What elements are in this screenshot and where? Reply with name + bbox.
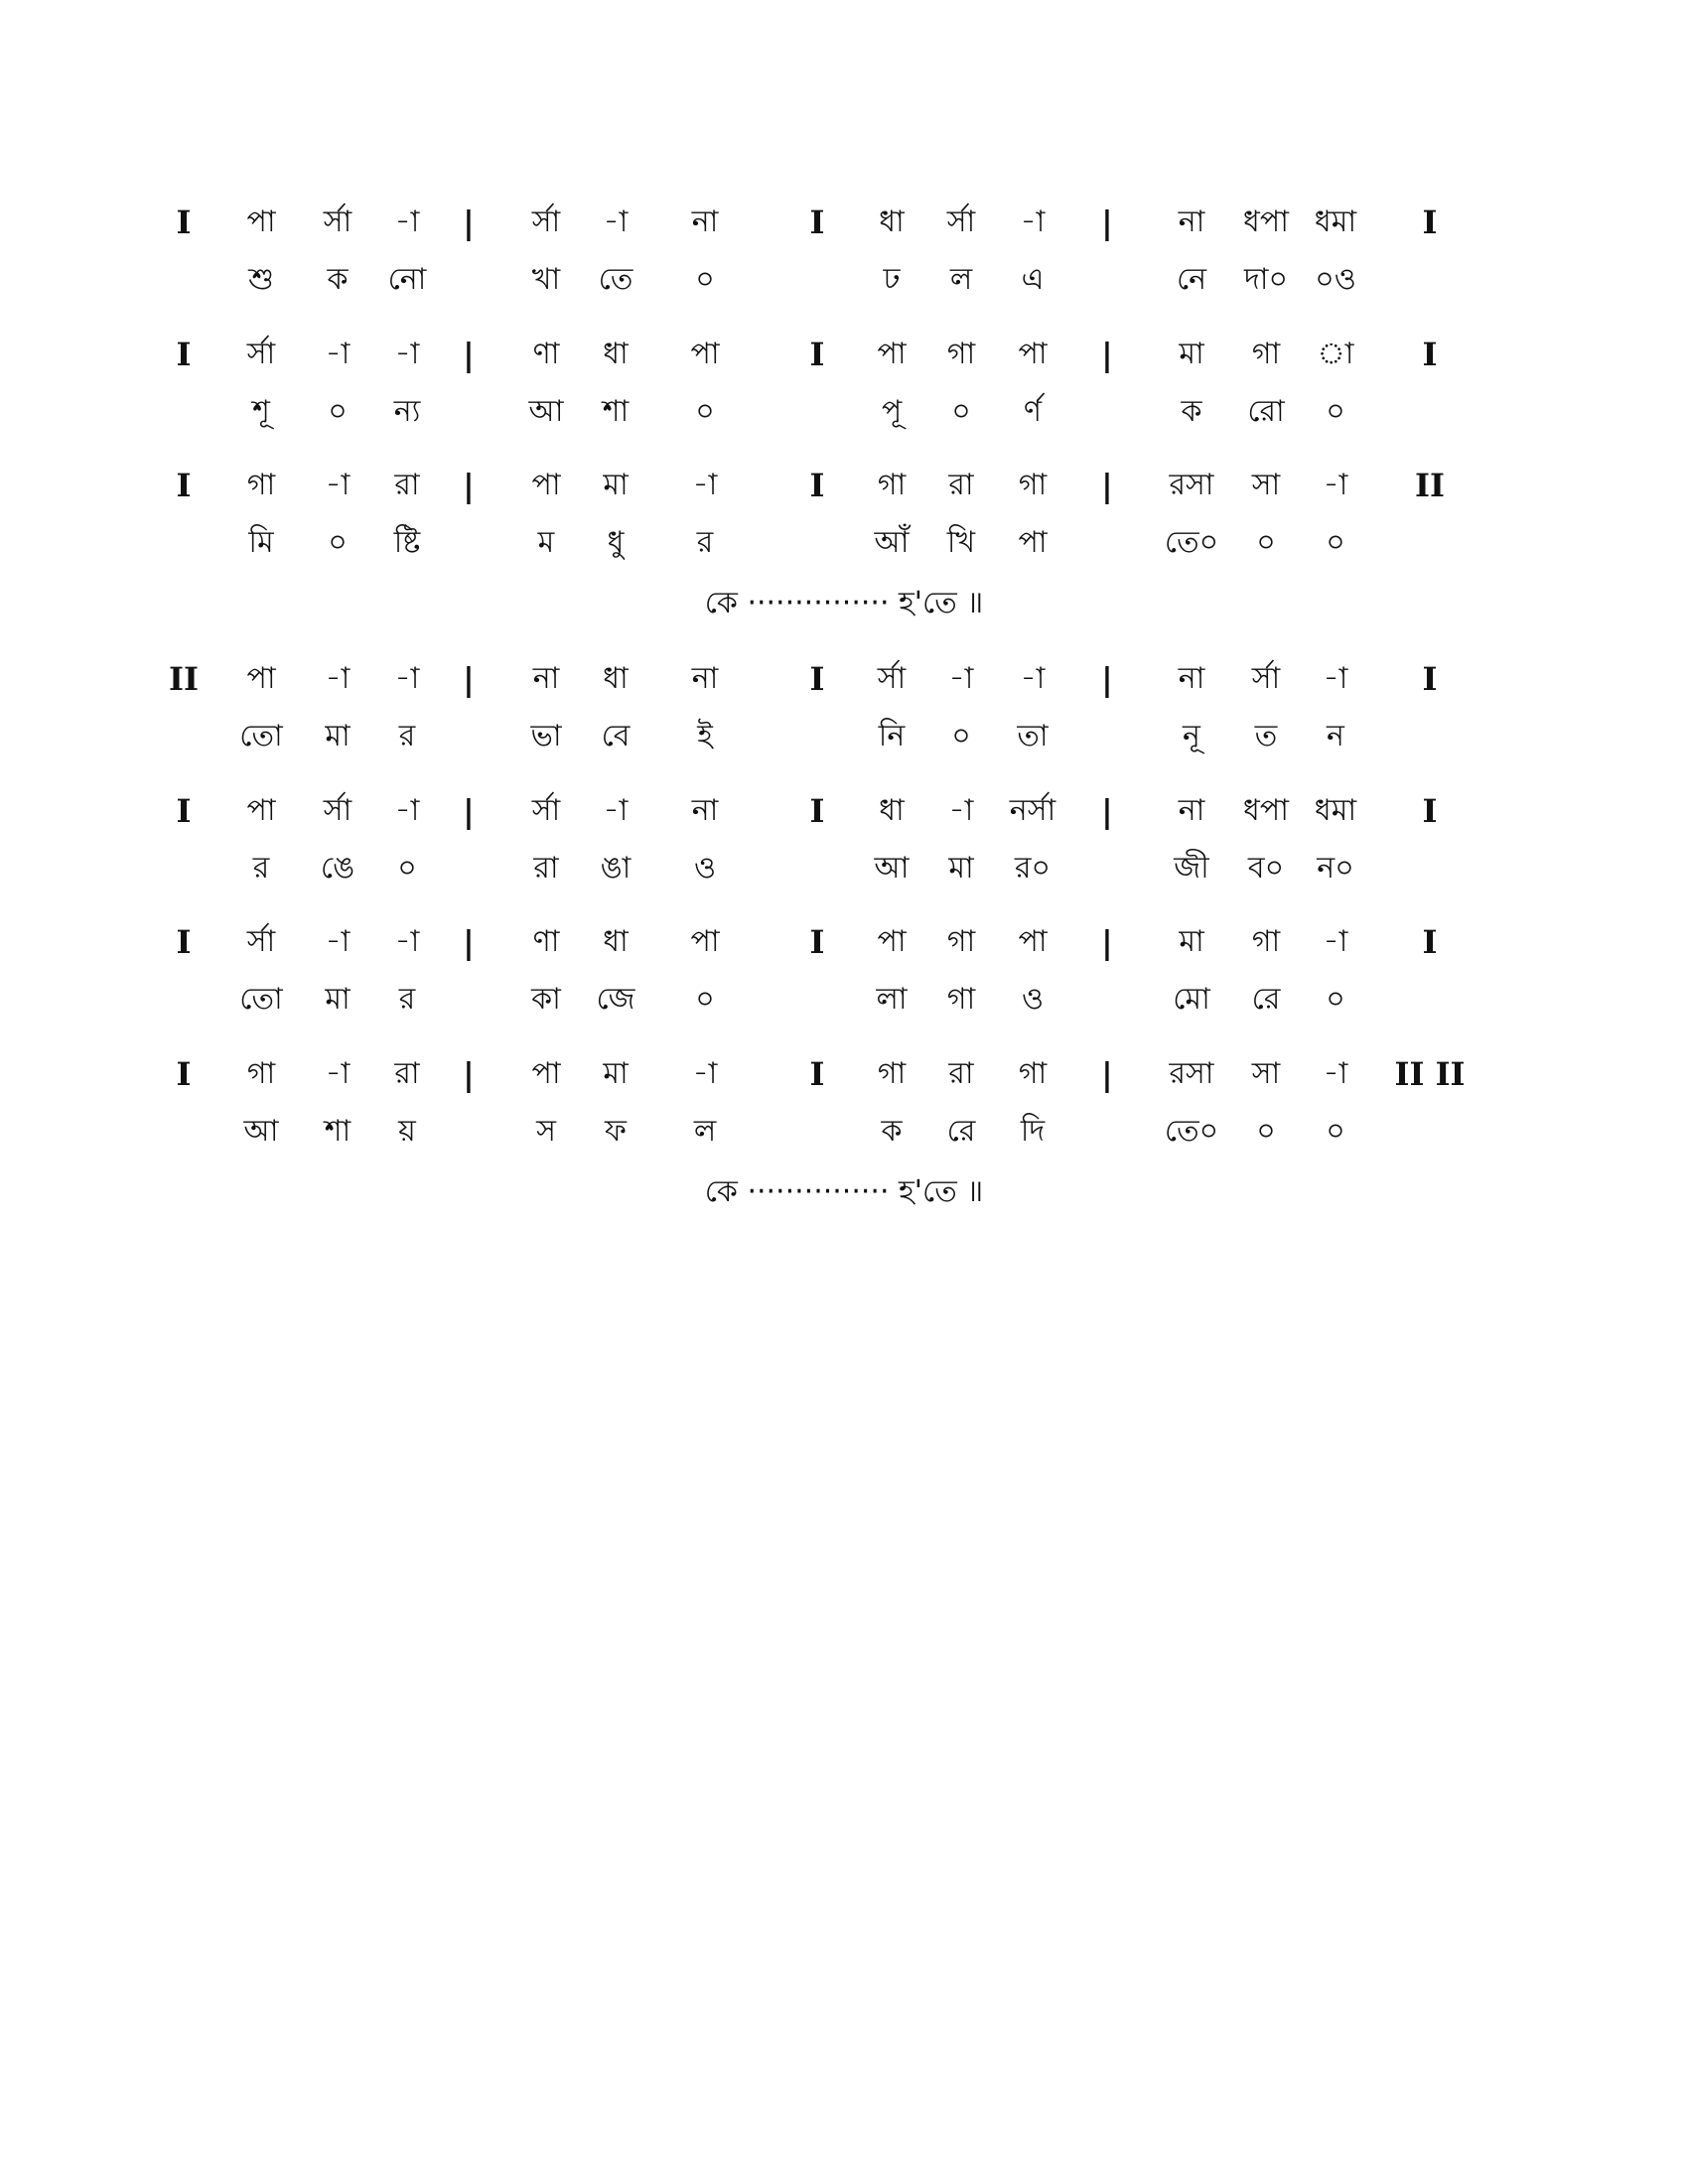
lyric-syllable: ক <box>881 1114 903 1149</box>
barline: I <box>1422 792 1438 830</box>
lyric-syllable: শা <box>602 394 630 429</box>
barline: | <box>1101 923 1113 961</box>
barline: I <box>809 923 825 961</box>
lyric-syllable: র <box>252 851 270 886</box>
swara-note: ধমা <box>1314 793 1357 828</box>
swara-note: গা <box>246 468 276 502</box>
swara-note: পা <box>531 1056 561 1091</box>
lyric-syllable: স <box>536 1114 556 1149</box>
refrain-line: কে ··············· হ'তে ॥ <box>704 1174 984 1209</box>
lyric-syllable: নূ <box>1183 719 1200 753</box>
swara-note: ধা <box>879 793 905 828</box>
lyric-syllable: খি <box>946 525 976 560</box>
lyric-syllable: নি <box>878 719 906 753</box>
barline: | <box>1101 792 1113 830</box>
swara-line <box>0 1050 1688 1098</box>
barline: I <box>176 792 192 830</box>
swara-note: র্সা <box>946 205 976 239</box>
barline: | <box>1101 467 1113 504</box>
swara-note: পা <box>1018 924 1048 959</box>
swara-line <box>0 787 1688 835</box>
swara-line <box>0 462 1688 509</box>
swara-note: র্সা <box>531 793 561 828</box>
lyric-line <box>0 1108 1688 1156</box>
swara-note: গা <box>246 1056 276 1091</box>
lyric-syllable: ধু <box>607 525 625 560</box>
lyric-syllable: লা <box>876 982 908 1017</box>
swara-note: না <box>532 661 560 696</box>
lyric-syllable: ঙা <box>600 851 632 886</box>
lyric-syllable: ০ <box>1326 525 1345 560</box>
swara-line <box>0 199 1688 246</box>
swara-note: পা <box>690 924 720 959</box>
lyric-syllable: আ <box>528 394 564 429</box>
swara-note: -া <box>1020 661 1046 696</box>
swara-note: ধা <box>879 205 905 239</box>
swara-note: -া <box>1323 924 1348 959</box>
swara-note: -া <box>325 924 351 959</box>
lyric-syllable: নে <box>1176 262 1207 297</box>
barline: I <box>809 792 825 830</box>
lyric-syllable: আঁ <box>874 525 910 560</box>
lyric-syllable: ই <box>697 719 713 753</box>
lyric-syllable: য় <box>398 1114 416 1149</box>
swara-note: -া <box>394 793 420 828</box>
swara-line <box>0 655 1688 703</box>
lyric-syllable: মা <box>325 719 351 753</box>
swara-note: -া <box>948 661 974 696</box>
swara-note: সা <box>1251 1056 1281 1091</box>
swara-note: রা <box>394 468 420 502</box>
lyric-syllable: শা <box>324 1114 352 1149</box>
swara-note: রা <box>394 1056 420 1091</box>
swara-note: না <box>691 205 719 239</box>
barline: I <box>809 467 825 504</box>
barline: II <box>169 660 199 698</box>
swara-note: -া <box>325 468 351 502</box>
barline: I <box>809 204 825 241</box>
lyric-syllable: ব০ <box>1247 851 1285 886</box>
swara-note: পা <box>1018 337 1048 371</box>
swara-note: গা <box>1251 337 1281 371</box>
lyric-syllable: তো <box>239 719 283 753</box>
barline: | <box>1101 204 1113 241</box>
barline: I <box>1422 204 1438 241</box>
swara-note: নর্সা <box>1009 793 1056 828</box>
barline: I <box>809 660 825 698</box>
barline: | <box>463 1055 475 1093</box>
lyric-syllable: ফ <box>605 1114 627 1149</box>
lyric-line <box>0 388 1688 436</box>
lyric-line <box>0 976 1688 1024</box>
barline: | <box>463 467 475 504</box>
lyric-syllable: ল <box>949 262 973 297</box>
barline: | <box>1101 660 1113 698</box>
swara-note: র্সা <box>246 337 276 371</box>
lyric-syllable: ০ <box>1326 982 1345 1017</box>
swara-note: -া <box>325 337 351 371</box>
lyric-syllable: তে <box>598 262 633 297</box>
swara-note: -া <box>1323 1056 1348 1091</box>
lyric-syllable: নো <box>387 262 427 297</box>
swara-note: গা <box>1018 1056 1048 1091</box>
lyric-syllable: আ <box>243 1114 279 1149</box>
lyric-syllable: র <box>398 982 416 1017</box>
lyric-syllable: রা <box>533 851 559 886</box>
lyric-syllable: জী <box>1174 851 1209 886</box>
lyric-syllable: ০ও <box>1315 262 1356 297</box>
swara-note: র্সা <box>323 205 352 239</box>
barline: I <box>176 1055 192 1093</box>
lyric-syllable: মি <box>248 525 274 560</box>
barline: I <box>1422 336 1438 373</box>
barline: | <box>463 792 475 830</box>
barline: | <box>463 660 475 698</box>
lyric-syllable: ও <box>1021 982 1045 1017</box>
lyric-syllable: ন্য <box>393 394 421 429</box>
lyric-syllable: তো <box>239 982 283 1017</box>
lyric-syllable: এ <box>1021 262 1045 297</box>
swara-note: না <box>1178 793 1205 828</box>
swara-note: মা <box>1179 337 1204 371</box>
swara-note: ধপা <box>1243 793 1289 828</box>
swara-note: ধপা <box>1243 205 1289 239</box>
lyric-syllable: ত <box>1254 719 1278 753</box>
swara-note: পা <box>877 924 907 959</box>
lyric-syllable: দি <box>1020 1114 1046 1149</box>
swara-note: গা <box>946 337 976 371</box>
swara-note: -া <box>325 661 351 696</box>
barline: II <box>1415 467 1445 504</box>
barline: I <box>176 467 192 504</box>
swara-note: ণা <box>532 337 560 371</box>
lyric-syllable: ০ <box>328 394 348 429</box>
swara-note: -া <box>394 205 420 239</box>
swara-note: -া <box>603 793 629 828</box>
lyric-syllable: ০ <box>695 262 715 297</box>
swara-note: া <box>1317 337 1354 371</box>
lyric-syllable: শু <box>248 262 274 297</box>
lyric-line <box>0 713 1688 760</box>
barline: | <box>463 923 475 961</box>
barline: | <box>463 336 475 373</box>
lyric-syllable: শূ <box>252 394 270 429</box>
swara-note: রসা <box>1169 468 1214 502</box>
barline: I <box>809 336 825 373</box>
lyric-syllable: কা <box>531 982 561 1017</box>
lyric-syllable: র্ণ <box>1023 394 1043 429</box>
lyric-syllable: তা <box>1017 719 1049 753</box>
barline: I <box>1422 923 1438 961</box>
lyric-syllable: ম <box>537 525 555 560</box>
lyric-syllable: ০ <box>951 394 971 429</box>
swara-note: -া <box>1323 661 1348 696</box>
lyric-syllable: ০ <box>695 982 715 1017</box>
lyric-syllable: মো <box>1173 982 1210 1017</box>
swara-note: গা <box>877 468 907 502</box>
lyric-syllable: তে০ <box>1164 1114 1219 1149</box>
lyric-syllable: র <box>398 719 416 753</box>
lyric-syllable: ০ <box>328 525 348 560</box>
swara-line <box>0 918 1688 966</box>
lyric-syllable: পা <box>1018 525 1048 560</box>
swara-note: -া <box>1020 205 1046 239</box>
lyric-syllable: ভা <box>530 719 562 753</box>
lyric-syllable: ০ <box>1326 394 1345 429</box>
swara-note: রা <box>948 468 974 502</box>
barline: I <box>1422 660 1438 698</box>
swara-note: র্সা <box>323 793 352 828</box>
swara-note: -া <box>394 661 420 696</box>
swara-line <box>0 331 1688 378</box>
swara-note: পা <box>246 205 276 239</box>
lyric-line <box>0 519 1688 567</box>
lyric-syllable: ০ <box>951 719 971 753</box>
lyric-syllable: ০ <box>1326 1114 1345 1149</box>
lyric-syllable: তে০ <box>1164 525 1219 560</box>
swara-note: -া <box>1323 468 1348 502</box>
lyric-line <box>0 256 1688 304</box>
swara-note: -া <box>394 337 420 371</box>
swara-note: ধা <box>603 924 629 959</box>
swara-note: রা <box>948 1056 974 1091</box>
lyric-syllable: রে <box>1251 982 1281 1017</box>
swara-note: পা <box>246 661 276 696</box>
lyric-syllable: ঢ <box>883 262 901 297</box>
swara-note: না <box>691 661 719 696</box>
swara-note: -া <box>948 793 974 828</box>
lyric-syllable: মা <box>948 851 974 886</box>
lyric-line <box>0 845 1688 892</box>
lyric-syllable: র০ <box>1014 851 1052 886</box>
swara-note: র্সা <box>877 661 907 696</box>
swara-note: পা <box>690 337 720 371</box>
lyric-syllable: ও <box>693 851 717 886</box>
barline: | <box>1101 336 1113 373</box>
barline: I <box>809 1055 825 1093</box>
swara-note: ধা <box>603 661 629 696</box>
swara-note: -া <box>394 924 420 959</box>
lyric-syllable: আ <box>874 851 910 886</box>
swara-note: পা <box>877 337 907 371</box>
swara-note: র্সা <box>1251 661 1281 696</box>
swara-note: মা <box>1179 924 1204 959</box>
lyric-syllable: র <box>696 525 714 560</box>
lyric-syllable: মা <box>325 982 351 1017</box>
lyric-syllable: ০ <box>1256 1114 1276 1149</box>
lyric-syllable: ক <box>327 262 349 297</box>
swara-note: পা <box>246 793 276 828</box>
swara-note: র্সা <box>531 205 561 239</box>
swara-note: পা <box>531 468 561 502</box>
lyric-syllable: দা০ <box>1244 262 1288 297</box>
lyric-syllable: খা <box>531 262 561 297</box>
swara-note: না <box>691 793 719 828</box>
lyric-syllable: ষ্টি <box>393 525 421 560</box>
swara-note: সা <box>1251 468 1281 502</box>
lyric-syllable: জে <box>596 982 635 1017</box>
barline: | <box>463 204 475 241</box>
lyric-syllable: ন <box>1327 719 1344 753</box>
lyric-syllable: ০ <box>397 851 417 886</box>
swara-note: রসা <box>1169 1056 1214 1091</box>
swara-note: গা <box>1018 468 1048 502</box>
swara-note: র্সা <box>246 924 276 959</box>
lyric-syllable: গা <box>946 982 976 1017</box>
barline: I <box>176 336 192 373</box>
barline: I <box>176 923 192 961</box>
swara-note: ধা <box>603 337 629 371</box>
barline: I <box>176 204 192 241</box>
swara-note: -া <box>603 205 629 239</box>
swara-note: ধমা <box>1314 205 1357 239</box>
lyric-syllable: ল <box>693 1114 717 1149</box>
lyric-syllable: রো <box>1247 394 1285 429</box>
swara-note: মা <box>603 468 629 502</box>
refrain-line: কে ··············· হ'তে ॥ <box>704 586 984 620</box>
swara-note: না <box>1178 205 1205 239</box>
lyric-syllable: ক <box>1181 394 1202 429</box>
swara-note: না <box>1178 661 1205 696</box>
lyric-syllable: ০ <box>695 394 715 429</box>
lyric-syllable: ঙে <box>320 851 355 886</box>
lyric-syllable: ০ <box>1256 525 1276 560</box>
swara-note: গা <box>1251 924 1281 959</box>
swara-note: গা <box>877 1056 907 1091</box>
swara-note: -া <box>692 468 718 502</box>
swara-note: মা <box>603 1056 629 1091</box>
swara-note: গা <box>946 924 976 959</box>
swara-note: -া <box>325 1056 351 1091</box>
lyric-syllable: রে <box>946 1114 976 1149</box>
lyric-syllable: বে <box>601 719 631 753</box>
barline: II II <box>1394 1055 1466 1093</box>
swara-note: ণা <box>532 924 560 959</box>
lyric-syllable: পূ <box>881 394 903 429</box>
lyric-syllable: ন০ <box>1317 851 1354 886</box>
swara-note: -া <box>692 1056 718 1091</box>
barline: | <box>1101 1055 1113 1093</box>
